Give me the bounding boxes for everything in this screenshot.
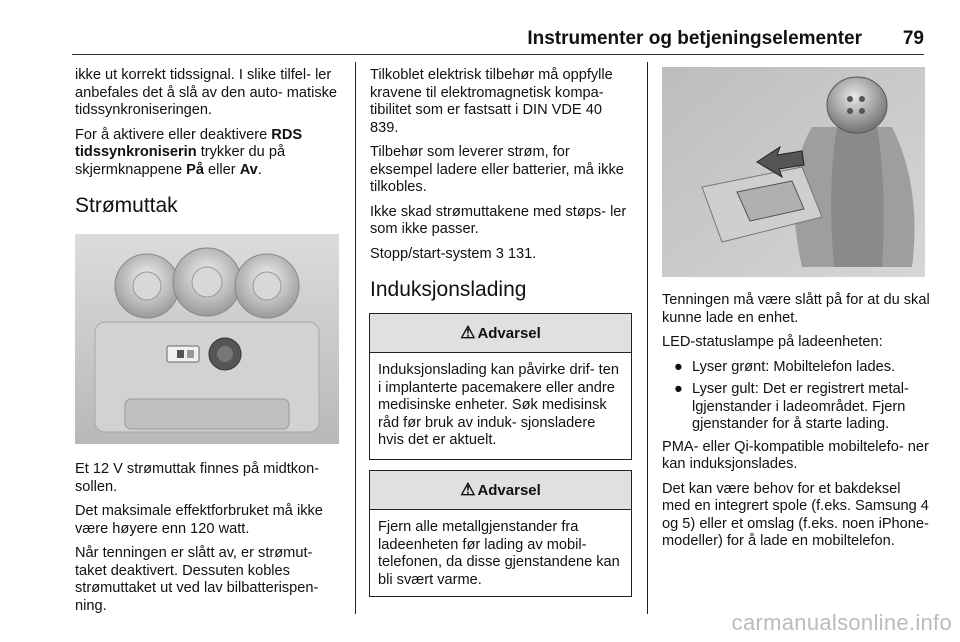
paragraph: Stopp/start-system 3 131. [370,245,537,262]
section-title: Instrumenter og betjeningselementer [527,28,862,49]
paragraph: Når tenningen er slått av, er strømut‐ taket deaktivert. Dessuten kobles strømuttaket ut ved lav bilbatterispen‐ ning. [75,545,319,614]
warning-triangle-icon: ⚠ [460,480,476,499]
paragraph: Tilbehør som leverer strøm, for eksempel ladere eller batterier, må ikke tilkobles. [370,144,624,195]
warning-header [370,314,631,353]
warning-title: Advarsel [477,481,541,499]
paragraph: Tenningen må være slått på for at du skal kunne lade en enhet. [662,292,930,326]
column-2 [370,67,632,303]
status-list [662,359,930,434]
paragraph: For å aktivere eller deaktivere RDS tidssynkroniserin trykker du på skjermknappene På eller Av. [75,126,303,178]
paragraph: Et 12 V strømuttak finnes på midtkon‐ sollen. [75,461,320,495]
header-rule [72,54,924,55]
column-1 [75,67,345,219]
warning-text: Induksjonslading kan påvirke drif‐ ten i implanterte pacemakere eller andre medisinske enheter. Søk medisinsk råd før bruk av induk‐ sjonsladere hvis det er aktuelt. [378,362,619,448]
paragraph: Ikke skad strømuttakene med støps‐ ler som ikke passer. [370,203,627,237]
warning-title: Advarsel [477,324,541,342]
warning-box-1 [369,313,632,460]
section-heading: Strømuttak [75,194,178,217]
watermark: carmanualsonline.info [731,610,952,635]
paragraph: Tilkoblet elektrisk tilbehør må oppfylle kravene til elektromagnetisk kompa‐ tibilitet som er fastsatt i DIN VDE 40 839. [370,67,613,136]
bullet-dot-icon: ● [674,381,683,397]
warning-text: Fjern alle metallgjenstander fra ladeenheten før lading av mobil‐ telefonen, da disse gjenstandene kan bli svært varme. [378,519,620,588]
paragraph: Det maksimale effektforbruket må ikke være høyere enn 120 watt. [75,503,323,537]
paragraph: Det kan være behov for et bakdeksel med en integrert spole (f.eks. Samsung 4 og 5) eller et omslag (f.eks. noen iPhone-modeller) for å lade en mobiltelefon. [662,480,929,549]
list-item: ● Lyser gult: Det er registrert metal‐ lgjenstander i ladeområdet. Fjern gjenstander for å starte lading. [674,381,909,432]
paragraph: LED-statuslampe på ladeenheten: [662,334,883,350]
list-item: ● Lyser grønt: Mobiltelefon lades. [674,358,896,375]
section-heading: Induksjonslading [370,278,527,301]
column-3 [662,292,930,558]
page-reference-icon: 3 [495,245,504,262]
paragraph: ikke ut korrekt tidssignal. I slike tilfel‐ ler anbefales det å slå av den auto‐ matiske tidssynkroniseringen. [75,67,338,118]
column-divider-1 [355,62,356,614]
paragraph: PMA- eller Qi-kompatible mobiltelefo‐ ner kan induksjonslades. [662,438,929,472]
power-outlet-illustration [75,234,339,444]
warning-box-2 [369,470,632,597]
warning-header [370,471,631,510]
warning-triangle-icon: ⚠ [460,323,476,342]
page-number: 79 [902,28,924,49]
column-1-lower [75,461,345,622]
induction-charger-illustration [662,67,925,277]
column-divider-2 [647,62,648,614]
bullet-dot-icon: ● [674,358,683,375]
page-header [72,28,924,52]
